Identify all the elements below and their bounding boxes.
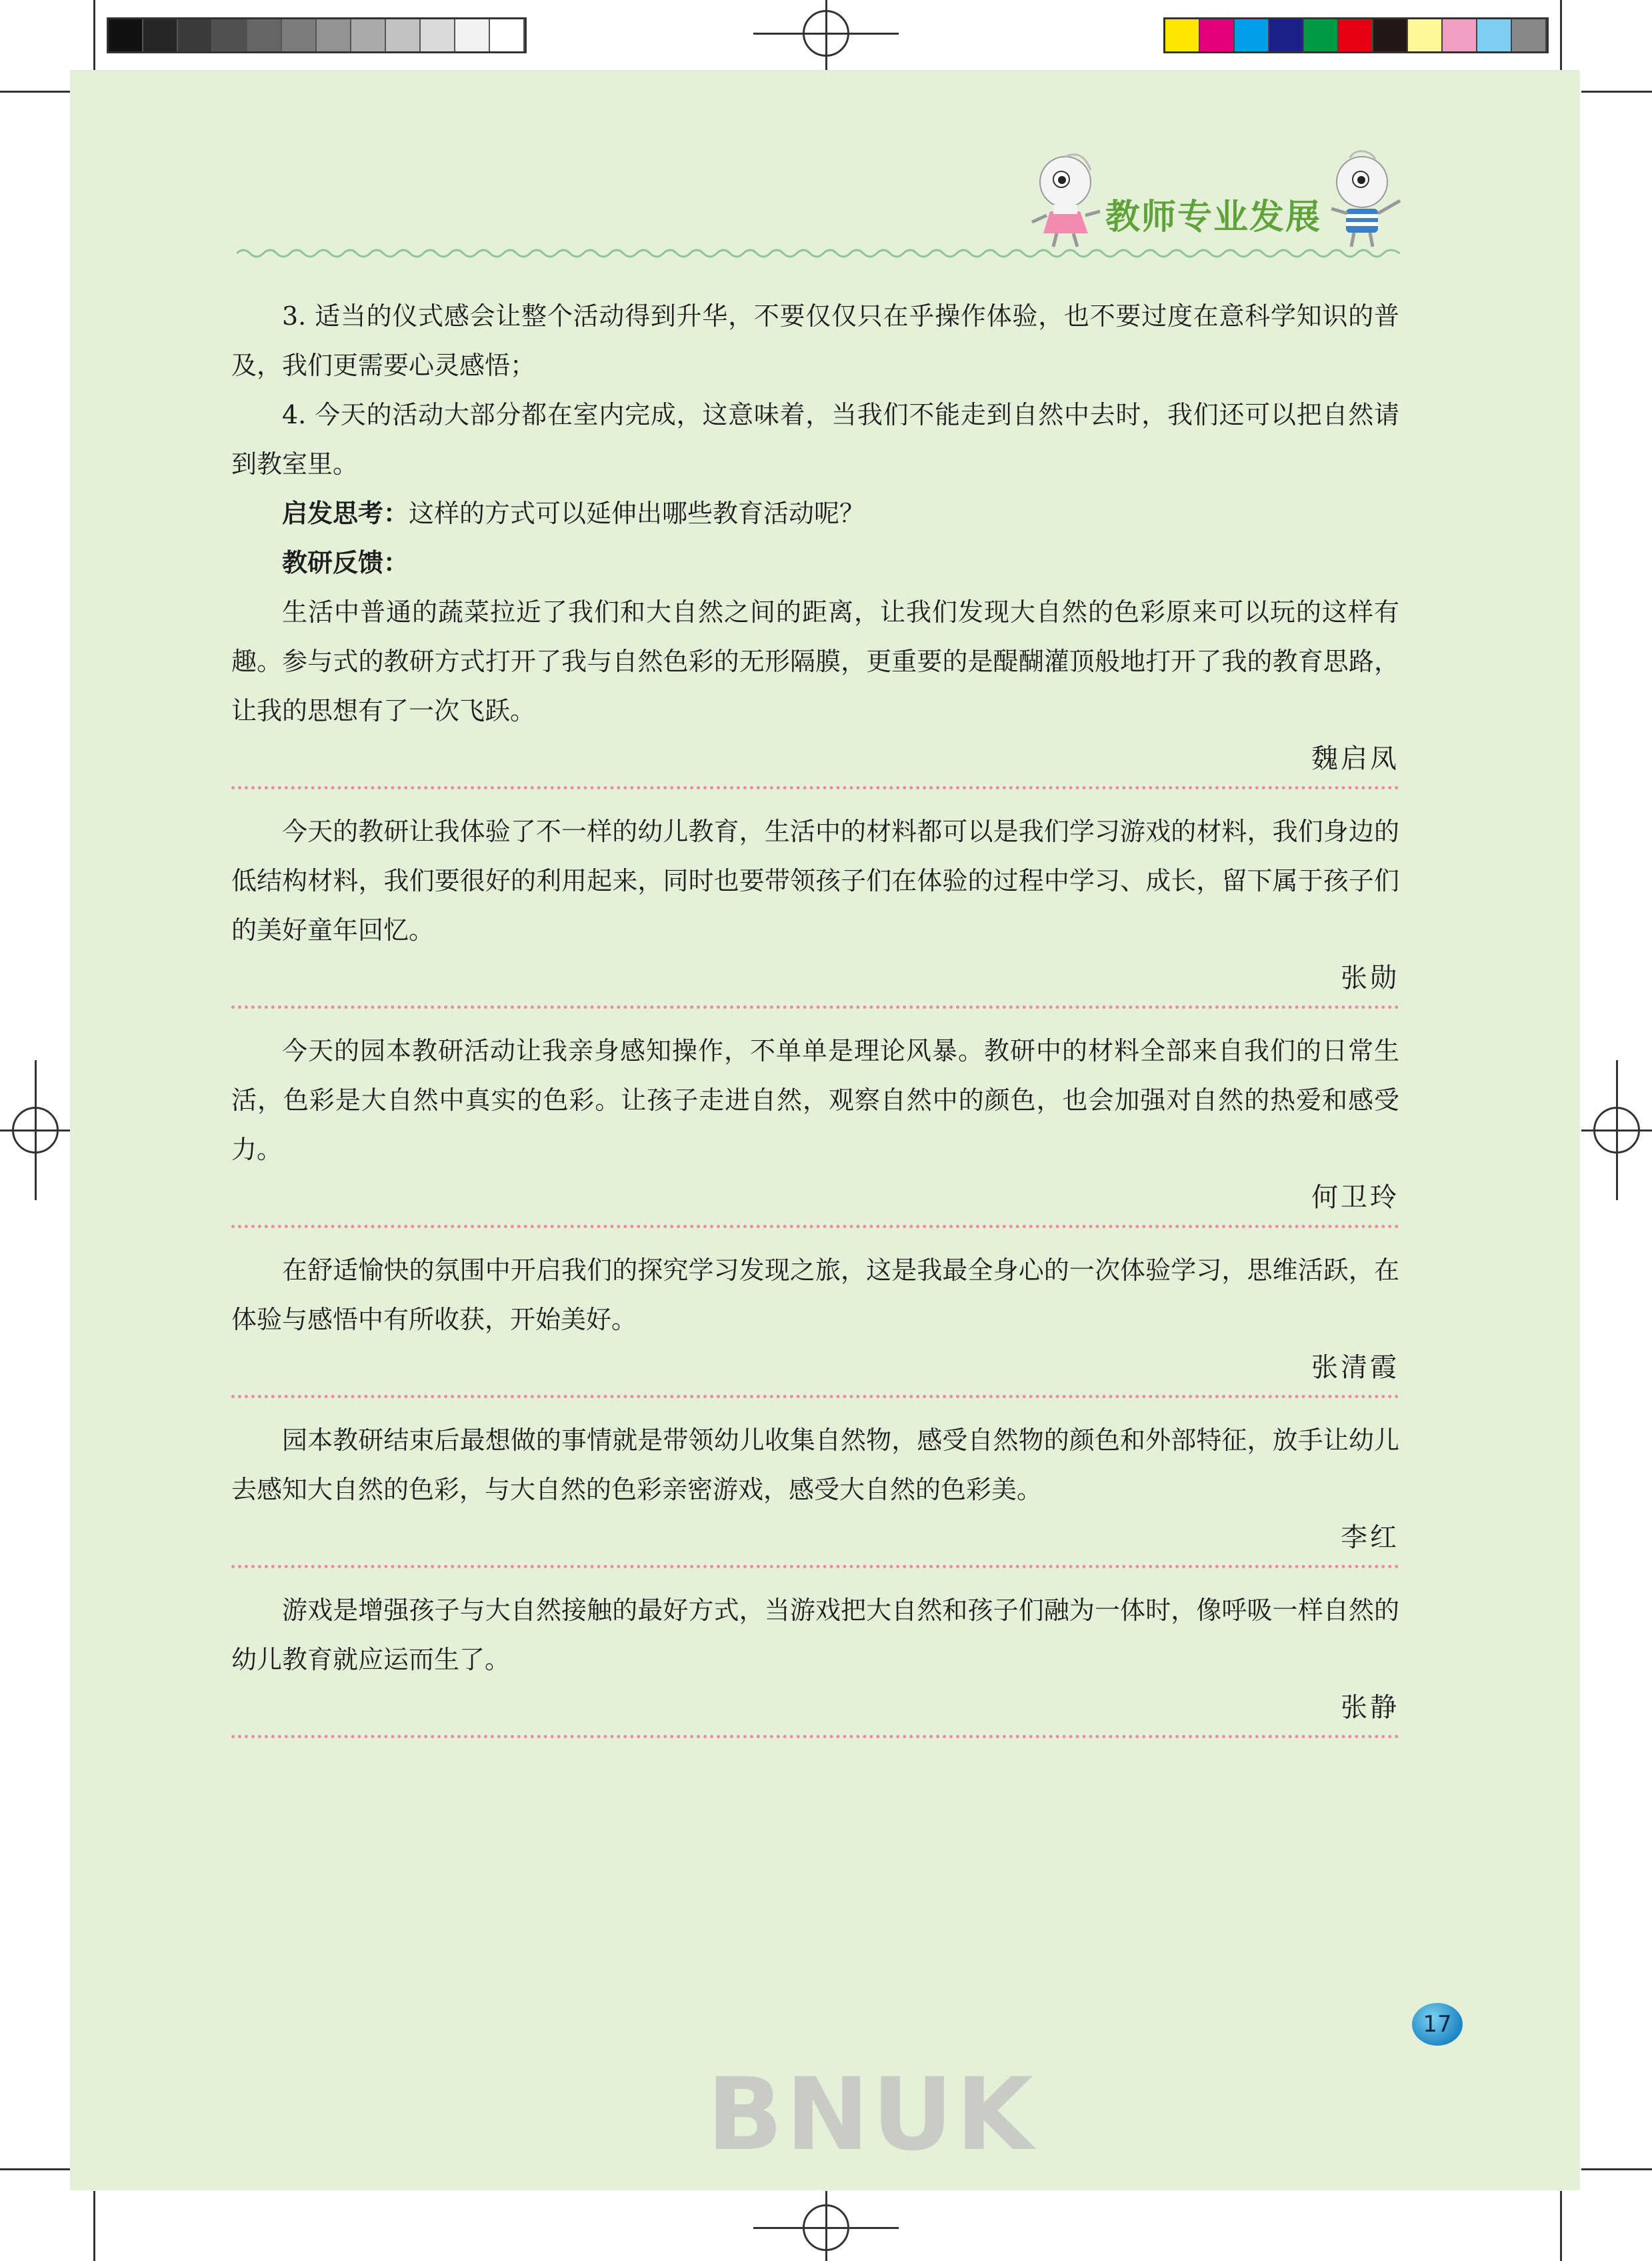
registration-line — [825, 2191, 827, 2261]
dotted-divider — [231, 1005, 1399, 1009]
crop-mark — [93, 0, 95, 70]
prompt-paragraph — [231, 489, 1399, 538]
feedback-author: 张勋 — [1341, 963, 1399, 993]
dotted-divider — [231, 1735, 1399, 1738]
crop-mark — [93, 2191, 95, 2261]
feedback-author: 张静 — [1341, 1692, 1399, 1723]
feedback-author: 张清霞 — [1311, 1352, 1399, 1383]
prompt-label: 启发思考： — [282, 498, 409, 528]
dotted-divider — [231, 1395, 1399, 1398]
crop-mark — [0, 91, 70, 93]
feedback-text: 生活中普通的蔬菜拉近了我们和大自然之间的距离，让我们发现大自然的色彩原来可以玩的这样有趣。参与式的教研方式打开了我与自然色彩的无形隔膜，更重要的是醍醐灌顶般地打开了我的教育思路，让我的思想有了一次飞跃。 — [231, 597, 1399, 725]
feedback-heading: 教研反馈： — [282, 547, 409, 577]
mascot-girl-icon — [1027, 150, 1107, 250]
grayscale-strip — [107, 17, 527, 53]
prompt-text: 这样的方式可以延伸出哪些教育活动呢？ — [409, 499, 865, 528]
intro-paragraph: 3. 适当的仪式感会让整个活动得到升华，不要仅仅只在乎操作体验，也不要过度在意科学知识的普及，我们更需要心灵感悟； — [231, 301, 1399, 380]
crop-mark — [1560, 0, 1562, 70]
feedback-text: 今天的园本教研活动让我亲身感知操作，不单单是理论风暴。教研中的材料全部来自我们的日常生活，色彩是大自然中真实的色彩。让孩子走进自然，观察自然中的颜色，也会加强对自然的热爱和感受力。 — [231, 1036, 1399, 1164]
crop-mark — [1581, 91, 1652, 93]
registration-line — [825, 0, 827, 70]
article-body — [231, 291, 1399, 1756]
crop-mark — [0, 2168, 70, 2170]
section-title: 教师专业发展 — [1105, 197, 1322, 237]
crop-mark — [1581, 2168, 1652, 2170]
dotted-divider — [231, 1565, 1399, 1568]
feedback-text: 园本教研结束后最想做的事情就是带领幼儿收集自然物，感受自然物的颜色和外部特征，放手让幼儿去感知大自然的色彩，与大自然的色彩亲密游戏，感受大自然的色彩美。 — [231, 1426, 1399, 1504]
feedback-text: 今天的教研让我体验了不一样的幼儿教育，生活中的材料都可以是我们学习游戏的材料，我们身边的低结构材料，我们要很好的利用起来，同时也要带领孩子们在体验的过程中学习、成长，留下属于孩子们的美好童年回忆。 — [231, 817, 1399, 945]
color-strip — [1163, 17, 1549, 53]
dotted-divider — [231, 786, 1399, 789]
watermark: BNUK — [707, 2057, 1036, 2173]
header-wave-divider — [237, 245, 1400, 261]
dotted-divider — [231, 1225, 1399, 1228]
intro-paragraph: 4. 今天的活动大部分都在室内完成，这意味着，当我们不能走到自然中去时，我们还可以把自然请到教室里。 — [231, 400, 1399, 479]
page-number-badge: 17 — [1412, 2003, 1463, 2046]
feedback-text: 在舒适愉快的氛围中开启我们的探究学习发现之旅，这是我最全身心的一次体验学习，思维活跃，在体验与感悟中有所收获，开始美好。 — [231, 1256, 1399, 1334]
feedback-author: 何卫玲 — [1311, 1182, 1399, 1213]
registration-line — [35, 1060, 37, 1200]
registration-line — [1616, 1060, 1618, 1200]
crop-mark — [1560, 2191, 1562, 2261]
mascot-boy-icon — [1323, 150, 1407, 250]
page-header — [1027, 150, 1407, 257]
feedback-author: 魏启凤 — [1311, 743, 1399, 774]
feedback-text: 游戏是增强孩子与大自然接触的最好方式，当游戏把大自然和孩子们融为一体时，像呼吸一样自然的幼儿教育就应运而生了。 — [231, 1596, 1399, 1674]
feedback-author: 李红 — [1341, 1522, 1399, 1553]
